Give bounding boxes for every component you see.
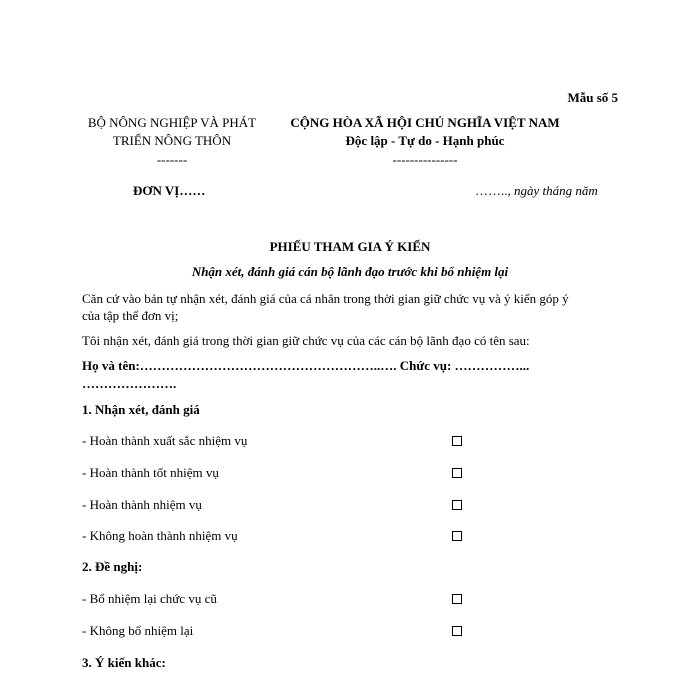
option-excellent-label: - Hoàn thành xuất sắc nhiệm vụ <box>82 433 248 448</box>
option-reappoint-checkbox[interactable] <box>452 594 462 604</box>
form-title: PHIẾU THAM GIA Ý KIẾN <box>269 239 431 254</box>
date-place: …….., <box>475 183 511 198</box>
option-reappoint-label: - Bổ nhiệm lại chức vụ cũ <box>82 591 217 606</box>
motto-divider: --------------- <box>392 152 458 167</box>
option-incomplete-label: - Không hoàn thành nhiệm vụ <box>82 528 238 543</box>
paragraph-1-line-2: của tập thể đơn vị; <box>82 308 179 323</box>
option-excellent-checkbox[interactable] <box>452 436 462 446</box>
national-motto: Độc lập - Tự do - Hạnh phúc <box>345 133 505 148</box>
ministry-name-line2: TRIỂN NÔNG THÔN <box>112 133 232 148</box>
ministry-divider: ------- <box>156 152 188 167</box>
paragraph-2: Tôi nhận xét, đánh giá trong thời gian giữ chức vụ của các cán bộ lãnh đạo có tên sau: <box>82 333 530 348</box>
date-text: ngày tháng năm <box>514 183 598 198</box>
name-position-line-continuation: …………………. <box>82 376 177 391</box>
option-good-label: - Hoàn thành tốt nhiệm vụ <box>82 465 219 480</box>
section-3-heading: 3. Ý kiến khác: <box>82 655 166 670</box>
republic-title: CỘNG HÒA XÃ HỘI CHỦ NGHĨA VIỆT NAM <box>290 115 560 130</box>
unit-label: ĐƠN VỊ…… <box>133 183 206 198</box>
option-not-reappoint-label: - Không bổ nhiệm lại <box>82 623 194 638</box>
paragraph-1-line-1: Căn cứ vào bản tự nhận xét, đánh giá của cá nhân trong thời gian giữ chức vụ và ý kiến góp ý <box>82 291 569 306</box>
name-position-line: Họ và tên:………………………………………………..…. Chức vụ: ……………... <box>82 358 530 373</box>
option-incomplete-checkbox[interactable] <box>452 531 462 541</box>
section-1-heading: 1. Nhận xét, đánh giá <box>82 402 200 417</box>
section-2-heading: 2. Đề nghị: <box>82 559 143 574</box>
option-not-reappoint-checkbox[interactable] <box>452 626 462 636</box>
option-good-checkbox[interactable] <box>452 468 462 478</box>
option-complete-checkbox[interactable] <box>452 500 462 510</box>
option-complete-label: - Hoàn thành nhiệm vụ <box>82 497 202 512</box>
form-number: Mẫu số 5 <box>567 90 618 105</box>
ministry-name-line1: BỘ NÔNG NGHIỆP VÀ PHÁT <box>87 115 257 130</box>
form-subtitle: Nhận xét, đánh giá cán bộ lãnh đạo trước khi bổ nhiệm lại <box>191 264 509 279</box>
date-line <box>475 183 598 199</box>
